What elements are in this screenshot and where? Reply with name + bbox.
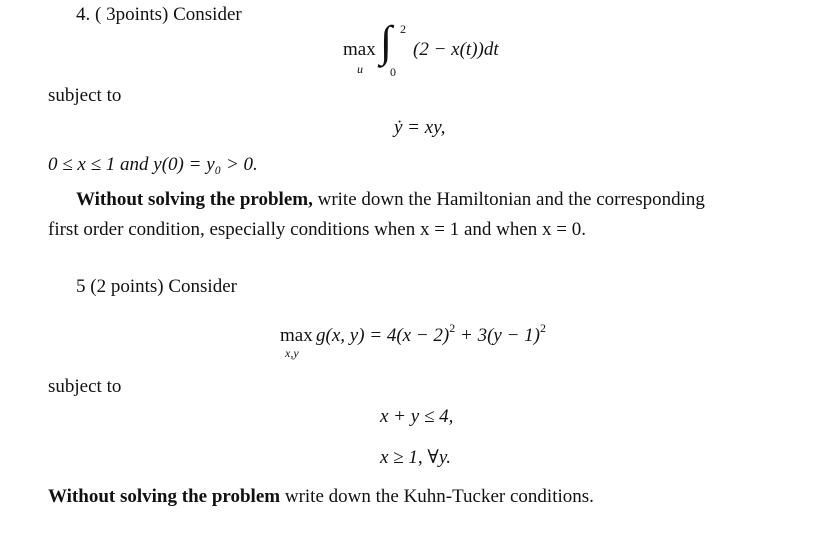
problem-5-constraint-2: x ≥ 1, ∀y. — [380, 447, 451, 468]
integral-upper-limit: 2 — [400, 22, 406, 36]
problem-4-instruction-bold: Without solving the problem, — [76, 189, 313, 210]
problem-4-instruction-line-1 — [76, 190, 705, 209]
problem-4-instruction-line-2: first order condition, especially conditions when x = 1 and when x = 0. — [48, 219, 587, 240]
objective-term-1: g(x, y) = 4(x − 2) — [316, 325, 450, 346]
objective-exponent-1: 2 — [449, 320, 456, 335]
integral-sign: ∫ — [380, 17, 393, 66]
integrand: (2 − x(t))dt — [413, 39, 499, 60]
problem-5-instruction — [48, 487, 594, 506]
problem-5-max-subscript: x,y — [285, 346, 299, 360]
problem-4-heading: 4. ( 3points) Consider — [76, 4, 242, 25]
problem-5-instruction-bold: Without solving the problem — [48, 486, 281, 507]
problem-5-objective-function — [316, 320, 546, 346]
problem-5-max-operator: max — [280, 325, 313, 346]
objective-term-2: + 3(y − 1) — [455, 325, 540, 346]
problem-4-subject-to: subject to — [48, 85, 122, 106]
max-subscript: u — [357, 62, 363, 76]
integral-lower-limit: 0 — [390, 65, 396, 79]
problem-5-instruction-rest: write down the Kuhn-Tucker conditions. — [280, 486, 594, 507]
problem-4-bounds: 0 ≤ x ≤ 1 and y(0) = y₀ > 0. — [48, 154, 258, 175]
problem-5-subject-to: subject to — [48, 376, 122, 397]
problem-4-state-equation: ẏ = xy, — [394, 117, 446, 138]
problem-5-constraint-1: x + y ≤ 4, — [380, 406, 454, 427]
problem-4-instruction-rest: write down the Hamiltonian and the corresponding — [312, 189, 705, 210]
objective-exponent-2: 2 — [540, 320, 546, 335]
problem-5-heading: 5 (2 points) Consider — [76, 276, 237, 297]
max-operator: max — [343, 39, 376, 60]
